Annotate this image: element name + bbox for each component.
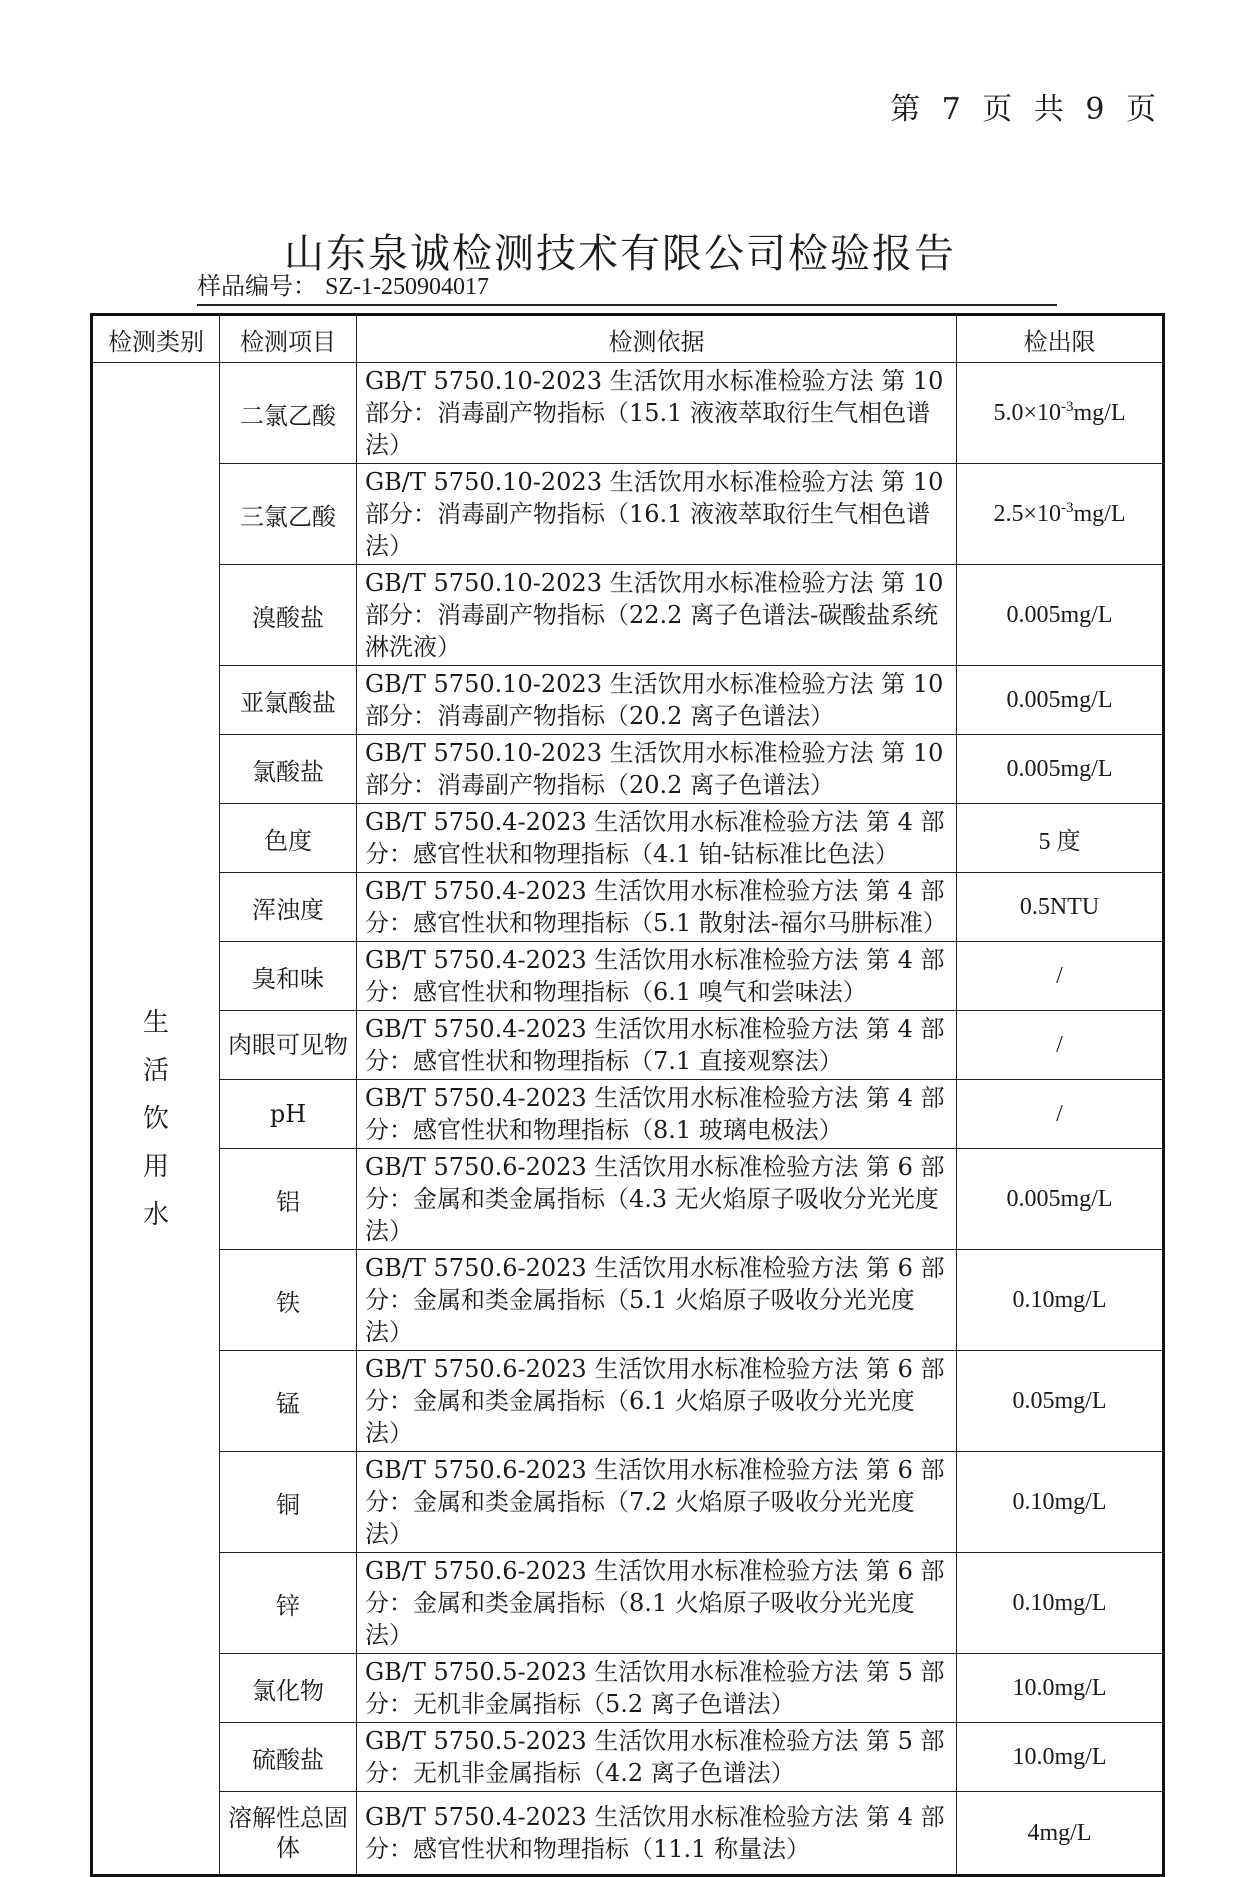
table-row (92, 464, 1164, 565)
header-item: 检测项目 (220, 315, 357, 363)
limit-cell: 10.0mg/L (957, 1723, 1164, 1792)
table-row (92, 1452, 1164, 1553)
item-cell: 氯化物 (220, 1654, 357, 1723)
basis-cell: GB/T 5750.4-2023 生活饮用水标准检验方法 第 4 部分：感官性状和物理指标（7.1 直接观察法） (357, 1011, 957, 1080)
item-cell: 铁 (220, 1250, 357, 1351)
item-cell: 溶解性总固体 (220, 1792, 357, 1876)
table-row (92, 942, 1164, 1011)
report-title: 山东泉诚检测技术有限公司检验报告 (284, 230, 956, 277)
table-row (92, 565, 1164, 666)
table-header-row (92, 315, 1164, 363)
basis-cell: GB/T 5750.10-2023 生活饮用水标准检验方法 第 10 部分：消毒副产物指标（20.2 离子色谱法） (357, 666, 957, 735)
item-cell: 色度 (220, 804, 357, 873)
basis-cell: GB/T 5750.5-2023 生活饮用水标准检验方法 第 5 部分：无机非金属指标（4.2 离子色谱法） (357, 1723, 957, 1792)
basis-cell: GB/T 5750.4-2023 生活饮用水标准检验方法 第 4 部分：感官性状和物理指标（11.1 称量法） (357, 1792, 957, 1876)
limit-cell: 0.005mg/L (957, 735, 1164, 804)
limit-cell: 10.0mg/L (957, 1654, 1164, 1723)
basis-cell: GB/T 5750.6-2023 生活饮用水标准检验方法 第 6 部分：金属和类金属指标（5.1 火焰原子吸收分光光度法） (357, 1250, 957, 1351)
sample-number-value: SZ-1-250904017 (325, 274, 489, 300)
item-cell: 铝 (220, 1149, 357, 1250)
basis-cell: GB/T 5750.4-2023 生活饮用水标准检验方法 第 4 部分：感官性状和物理指标（5.1 散射法-福尔马肼标准） (357, 873, 957, 942)
header-category: 检测类别 (92, 315, 220, 363)
basis-cell: GB/T 5750.6-2023 生活饮用水标准检验方法 第 6 部分：金属和类金属指标（8.1 火焰原子吸收分光光度法） (357, 1553, 957, 1654)
limit-cell: 0.5NTU (957, 873, 1164, 942)
item-cell: 铜 (220, 1452, 357, 1553)
basis-cell: GB/T 5750.4-2023 生活饮用水标准检验方法 第 4 部分：感官性状和物理指标（6.1 嗅气和尝味法） (357, 942, 957, 1011)
table-row (92, 804, 1164, 873)
basis-cell: GB/T 5750.5-2023 生活饮用水标准检验方法 第 5 部分：无机非金属指标（5.2 离子色谱法） (357, 1654, 957, 1723)
item-cell: 硫酸盐 (220, 1723, 357, 1792)
table-row (92, 873, 1164, 942)
limit-unit: mg/L (1073, 501, 1126, 527)
limit-cell (957, 363, 1164, 464)
item-cell: 臭和味 (220, 942, 357, 1011)
limit-base: 5.0×10 (993, 400, 1062, 426)
limit-cell: 0.10mg/L (957, 1250, 1164, 1351)
sample-number-line (197, 266, 1057, 306)
table-row (92, 1011, 1164, 1080)
item-cell: 溴酸盐 (220, 565, 357, 666)
basis-cell: GB/T 5750.4-2023 生活饮用水标准检验方法 第 4 部分：感官性状和物理指标（8.1 玻璃电极法） (357, 1080, 957, 1149)
table-row (92, 1080, 1164, 1149)
limit-cell: / (957, 942, 1164, 1011)
basis-cell: GB/T 5750.10-2023 生活饮用水标准检验方法 第 10 部分：消毒副产物指标（20.2 离子色谱法） (357, 735, 957, 804)
item-cell: 锰 (220, 1351, 357, 1452)
limit-cell: 0.005mg/L (957, 666, 1164, 735)
table-row (92, 1553, 1164, 1654)
item-cell: 锌 (220, 1553, 357, 1654)
limit-exponent: -3 (1061, 399, 1074, 415)
limit-cell: 0.10mg/L (957, 1553, 1164, 1654)
table-row (92, 735, 1164, 804)
item-cell: pH (220, 1080, 357, 1149)
table-row (92, 1792, 1164, 1876)
limit-cell: 0.05mg/L (957, 1351, 1164, 1452)
table-row (92, 1723, 1164, 1792)
table-row (92, 1250, 1164, 1351)
limit-cell: / (957, 1011, 1164, 1080)
basis-cell: GB/T 5750.6-2023 生活饮用水标准检验方法 第 6 部分：金属和类金属指标（7.2 火焰原子吸收分光光度法） (357, 1452, 957, 1553)
test-method-table (90, 313, 1165, 1877)
table-row (92, 666, 1164, 735)
basis-cell: GB/T 5750.10-2023 生活饮用水标准检验方法 第 10 部分：消毒副产物指标（16.1 液液萃取衍生气相色谱法） (357, 464, 957, 565)
item-cell: 肉眼可见物 (220, 1011, 357, 1080)
item-cell: 亚氯酸盐 (220, 666, 357, 735)
limit-cell: 0.005mg/L (957, 1149, 1164, 1250)
limit-cell: 5 度 (957, 804, 1164, 873)
item-cell: 二氯乙酸 (220, 363, 357, 464)
limit-base: 2.5×10 (993, 501, 1062, 527)
basis-cell: GB/T 5750.10-2023 生活饮用水标准检验方法 第 10 部分：消毒副产物指标（22.2 离子色谱法-碳酸盐系统淋洗液） (357, 565, 957, 666)
basis-cell: GB/T 5750.6-2023 生活饮用水标准检验方法 第 6 部分：金属和类金属指标（6.1 火焰原子吸收分光光度法） (357, 1351, 957, 1452)
item-cell: 浑浊度 (220, 873, 357, 942)
limit-cell: 0.005mg/L (957, 565, 1164, 666)
limit-cell: 4mg/L (957, 1792, 1164, 1876)
page-number: 第 7 页 共 9 页 (890, 92, 1162, 127)
basis-cell: GB/T 5750.6-2023 生活饮用水标准检验方法 第 6 部分：金属和类金属指标（4.3 无火焰原子吸收分光光度法） (357, 1149, 957, 1250)
basis-cell: GB/T 5750.10-2023 生活饮用水标准检验方法 第 10 部分：消毒副产物指标（15.1 液液萃取衍生气相色谱法） (357, 363, 957, 464)
limit-unit: mg/L (1073, 400, 1126, 426)
header-limit: 检出限 (957, 315, 1164, 363)
limit-cell: 0.10mg/L (957, 1452, 1164, 1553)
table-row (92, 1654, 1164, 1723)
basis-cell: GB/T 5750.4-2023 生活饮用水标准检验方法 第 4 部分：感官性状和物理指标（4.1 铂-钴标准比色法） (357, 804, 957, 873)
category-cell (92, 363, 220, 1876)
limit-cell: / (957, 1080, 1164, 1149)
item-cell: 三氯乙酸 (220, 464, 357, 565)
limit-exponent: -3 (1061, 500, 1074, 516)
table-row (92, 1149, 1164, 1250)
category-text: 生活饮用水 (143, 1007, 170, 1230)
header-basis: 检测依据 (357, 315, 957, 363)
table-row (92, 363, 1164, 464)
limit-cell (957, 464, 1164, 565)
table-row (92, 1351, 1164, 1452)
sample-number-label: 样品编号： (197, 272, 317, 300)
item-cell: 氯酸盐 (220, 735, 357, 804)
